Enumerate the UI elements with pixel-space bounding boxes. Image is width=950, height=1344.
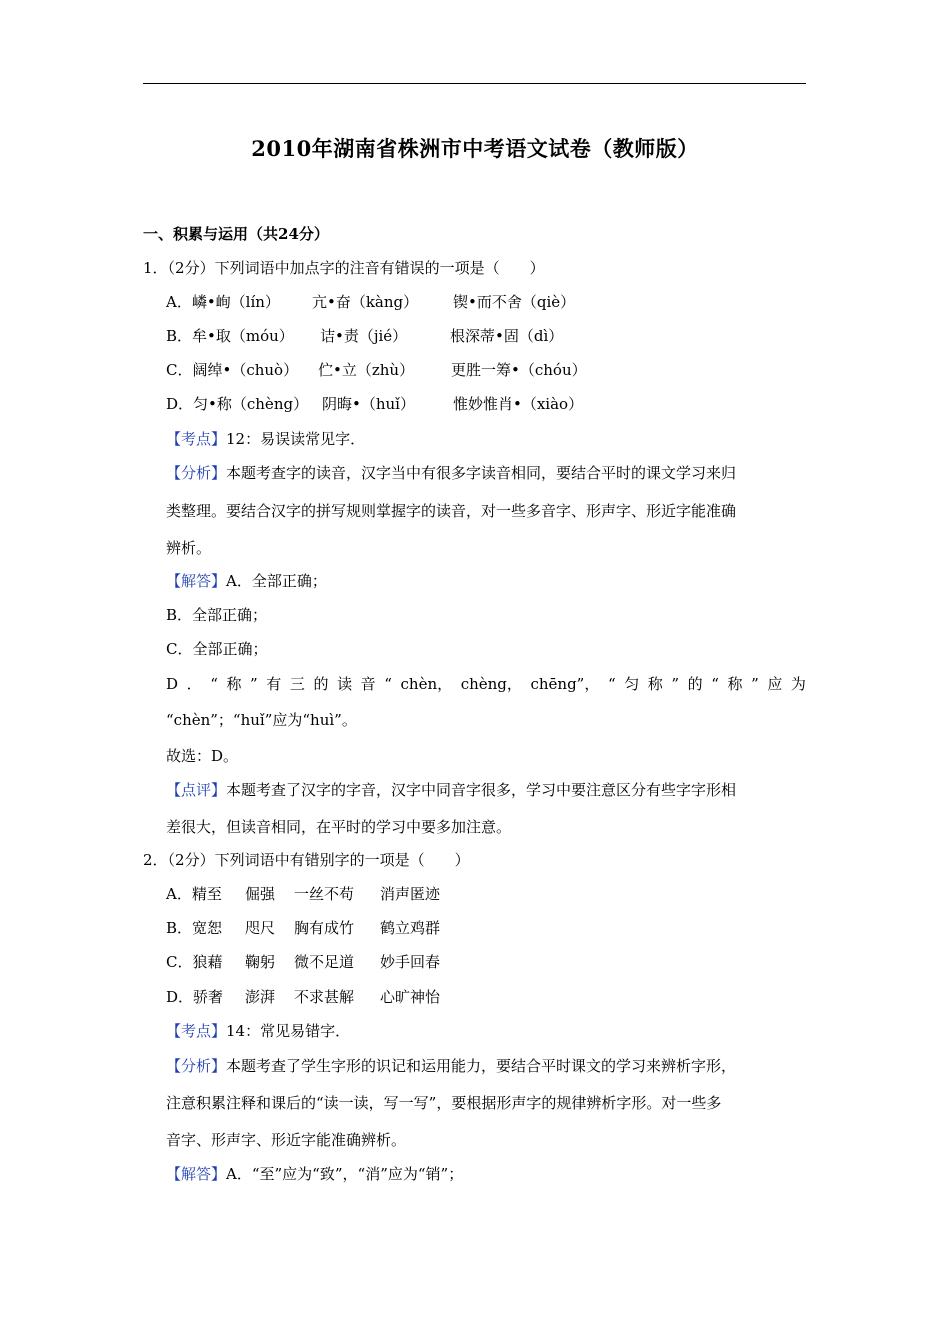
- q1-fenxi-1: [166, 463, 736, 483]
- jd-part: 有: [266, 675, 282, 693]
- jd-part: chèng，: [460, 675, 522, 693]
- jd-part: D: [166, 675, 179, 693]
- page-title: 2010年湖南省株洲市中考语文试卷（教师版）: [251, 136, 699, 161]
- q2-c-1: C．狼藉: [166, 953, 223, 971]
- jd-part: ”: [250, 675, 258, 693]
- q1-jieda: [166, 571, 327, 591]
- q2-a-4: 消声匿迹: [380, 885, 441, 903]
- q1-jieda-c: C．全部正确；: [166, 640, 268, 658]
- header-rule: [143, 83, 806, 84]
- q2-c-4: 妙手回春: [380, 953, 441, 971]
- q2-fenxi-2: 注意积累注释和课后的“读一读，写一写”，要根据形声字的规律辨析字形。对一些多: [166, 1094, 722, 1112]
- fenxi-text: 本题考查字的读音，汉字当中有很多字读音相同，要结合平时的课文学习来归: [226, 464, 737, 482]
- jd-part: 称: [226, 675, 242, 693]
- q2-b-3: 胸有成竹: [294, 919, 355, 937]
- q1-fenxi-2: 类整理。要结合汉字的拼写规则掌握字的读音，对一些多音字、形声字、形近字能准确: [166, 502, 737, 520]
- q2-d-2: 澎湃: [245, 988, 276, 1006]
- jd-part: 为: [790, 675, 806, 693]
- jd-part: ”: [671, 675, 680, 693]
- kaodian-tag: 【考点】: [166, 430, 227, 448]
- jieda-tag: 【解答】: [166, 1165, 227, 1183]
- q2-b-4: 鹤立鸡群: [380, 919, 441, 937]
- q2-kaodian: [166, 1021, 350, 1041]
- q2-b-1: B．宽恕: [166, 919, 223, 937]
- q2-c-3: 微不足道: [294, 953, 355, 971]
- q1-option-d: [166, 394, 583, 414]
- dianping-tag: 【点评】: [166, 781, 227, 799]
- q1-a-3: 锲•而不舍（qiè）: [453, 293, 576, 311]
- jd-part: 三: [289, 675, 305, 693]
- jd-part: 的: [313, 675, 329, 693]
- q2-d-1: D．骄奢: [166, 988, 224, 1006]
- fenxi-text: 本题考查了学生字形的识记和运用能力，要结合平时课文的学习来辨析字形，: [226, 1057, 737, 1075]
- q1-c-3: 更胜一筹•（chóu）: [451, 361, 587, 379]
- q1-option-b: [166, 326, 563, 346]
- q1-jieda-b: B．全部正确；: [166, 606, 268, 624]
- jieda-a: A．全部正确；: [226, 572, 327, 590]
- q1-d-1: D．匀•称（chèng）: [166, 395, 309, 413]
- q2-b-2: 咫尺: [245, 919, 276, 937]
- q1-dianping-1: [166, 780, 736, 800]
- q1-a-2: 亢•奋（kàng）: [312, 293, 419, 311]
- fenxi-tag: 【分析】: [166, 464, 227, 482]
- jd-part: 应: [767, 675, 783, 693]
- q2-a-1: A．精至: [166, 885, 222, 903]
- jd-part: 读: [337, 675, 353, 693]
- q1-b-2: 诘•责（jié）: [320, 327, 408, 345]
- jd-part: chèn，: [400, 675, 453, 693]
- q2-c-2: 鞠躬: [245, 953, 276, 971]
- jd-part: “: [384, 675, 392, 693]
- q1-d-2: 阴晦•（huǐ）: [322, 395, 415, 413]
- q1-b-1: B．牟•取（móu）: [166, 327, 294, 345]
- q1-stem: 1．（2分）下列词语中加点字的注音有错误的一项是（ ）: [143, 259, 545, 277]
- jieda-tag: 【解答】: [166, 572, 227, 590]
- jieda-a: A．“至”应为“致”，“消”应为“销”；: [226, 1165, 464, 1183]
- q1-jieda-d-line: [166, 674, 806, 694]
- q2-a-3: 一丝不苟: [294, 885, 355, 903]
- q1-c-2: 伫•立（zhù）: [318, 361, 415, 379]
- q1-fenxi-3: 辨析。: [166, 539, 212, 557]
- section-heading: 一、积累与运用（共24分）: [143, 225, 329, 243]
- q1-a-1: A．嶙•峋（lín）: [166, 293, 280, 311]
- q1-b-3: 根深蒂•固（dì）: [450, 327, 564, 345]
- q1-kaodian: [166, 429, 365, 449]
- q2-fenxi-1: [166, 1056, 736, 1076]
- jd-part: “: [711, 675, 719, 693]
- q1-dianping-2: 差很大，但读音相同，在平时的学习中要多加注意。: [166, 818, 512, 836]
- jd-part: ”: [751, 675, 759, 693]
- q1-d-3: 惟妙惟肖•（xiào）: [453, 395, 584, 413]
- fenxi-tag: 【分析】: [166, 1057, 227, 1075]
- q2-option-d: [166, 987, 440, 1007]
- kaodian-text: 14：常见易错字．: [226, 1022, 351, 1040]
- q1-guxuan: 故选：D。: [166, 747, 239, 765]
- q1-option-c: [166, 360, 587, 380]
- q2-d-4: 心旷神怡: [380, 988, 441, 1006]
- q2-jieda: [166, 1164, 463, 1184]
- q2-option-b: [166, 918, 440, 938]
- q1-jieda-d-2: “chèn”；“huǐ”应为“huì”。: [166, 711, 357, 729]
- q1-option-a: [166, 292, 575, 312]
- q2-stem: 2．（2分）下列词语中有错别字的一项是（ ）: [143, 851, 470, 869]
- q2-a-2: 倔强: [245, 885, 276, 903]
- jd-part: 的: [687, 675, 703, 693]
- q2-option-c: [166, 952, 440, 972]
- jd-part: 称: [727, 675, 743, 693]
- q2-d-3: 不求甚解: [294, 988, 355, 1006]
- q2-fenxi-3: 音字、形声字、形近字能准确辨析。: [166, 1131, 407, 1149]
- jd-part: chēng”，: [530, 675, 600, 693]
- q2-option-a: [166, 884, 440, 904]
- jd-part: “: [210, 675, 218, 693]
- jd-part: 匀: [624, 675, 640, 693]
- kaodian-text: 12：易误读常见字．: [226, 430, 366, 448]
- jd-part: 音: [360, 675, 376, 693]
- jd-part: “: [607, 675, 616, 693]
- jd-part: 称: [647, 675, 663, 693]
- q1-c-1: C．阔绰•（chuò）: [166, 361, 299, 379]
- dianping-text: 本题考查了汉字的字音，汉字中同音字很多，学习中要注意区分有些字字形相: [226, 781, 737, 799]
- kaodian-tag: 【考点】: [166, 1022, 227, 1040]
- jd-part: ．: [186, 675, 202, 693]
